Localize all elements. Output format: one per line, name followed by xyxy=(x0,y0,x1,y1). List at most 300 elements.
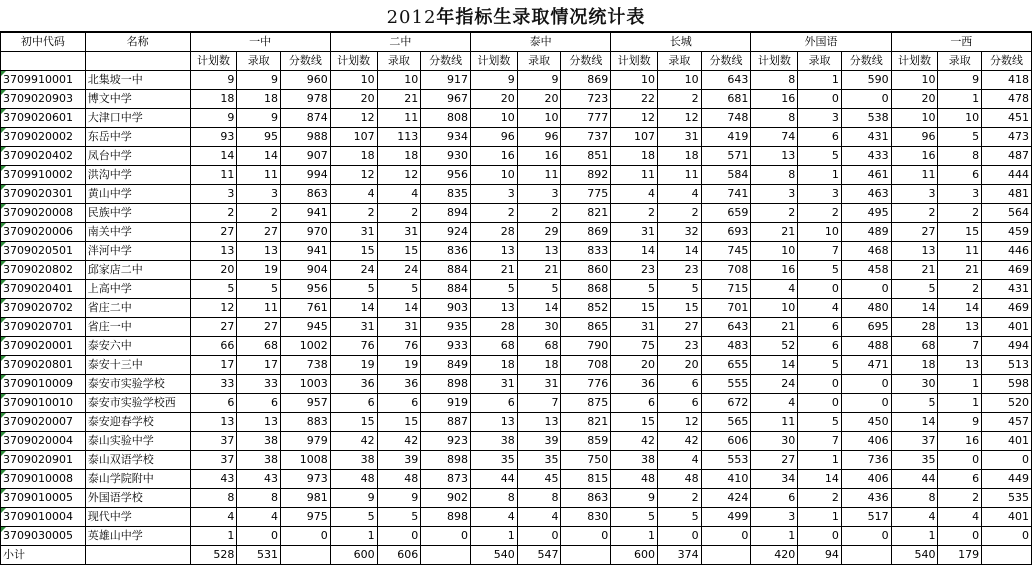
value-cell[interactable]: 17 xyxy=(190,356,237,375)
value-cell[interactable]: 1 xyxy=(470,527,517,546)
value-cell[interactable]: 74 xyxy=(751,128,798,147)
value-cell[interactable]: 883 xyxy=(281,413,331,432)
school-code-cell[interactable]: 3709010010 xyxy=(1,394,86,413)
value-cell[interactable]: 821 xyxy=(561,204,611,223)
value-cell[interactable]: 10 xyxy=(751,242,798,261)
value-cell[interactable]: 21 xyxy=(470,261,517,280)
value-cell[interactable]: 1 xyxy=(330,527,377,546)
value-cell[interactable]: 48 xyxy=(330,470,377,489)
value-cell[interactable]: 20 xyxy=(658,356,702,375)
value-cell[interactable]: 7 xyxy=(798,432,842,451)
value-cell[interactable]: 18 xyxy=(377,147,421,166)
value-cell[interactable]: 32 xyxy=(658,223,702,242)
school-code-cell[interactable]: 3709020301 xyxy=(1,185,86,204)
value-cell[interactable]: 10 xyxy=(611,71,658,90)
value-cell[interactable]: 0 xyxy=(841,375,891,394)
school-name-cell[interactable]: 泰安迎春学校 xyxy=(85,413,190,432)
subtotal-value[interactable]: 374 xyxy=(658,546,702,565)
value-cell[interactable]: 52 xyxy=(751,337,798,356)
value-cell[interactable]: 874 xyxy=(281,109,331,128)
value-cell[interactable]: 43 xyxy=(237,470,281,489)
subtotal-value[interactable]: 94 xyxy=(798,546,842,565)
value-cell[interactable]: 5 xyxy=(330,508,377,527)
subtotal-value[interactable]: 540 xyxy=(470,546,517,565)
value-cell[interactable]: 27 xyxy=(190,223,237,242)
header-field[interactable]: 分数线 xyxy=(561,52,611,71)
value-cell[interactable]: 9 xyxy=(330,489,377,508)
school-code-cell[interactable]: 3709010008 xyxy=(1,470,86,489)
header-field[interactable]: 分数线 xyxy=(281,52,331,71)
value-cell[interactable]: 11 xyxy=(237,166,281,185)
school-name-cell[interactable]: 泮河中学 xyxy=(85,242,190,261)
value-cell[interactable]: 2 xyxy=(798,204,842,223)
value-cell[interactable]: 892 xyxy=(561,166,611,185)
value-cell[interactable]: 42 xyxy=(611,432,658,451)
value-cell[interactable]: 24 xyxy=(330,261,377,280)
value-cell[interactable]: 4 xyxy=(658,185,702,204)
value-cell[interactable]: 11 xyxy=(658,166,702,185)
value-cell[interactable]: 1 xyxy=(190,527,237,546)
value-cell[interactable]: 418 xyxy=(982,71,1032,90)
value-cell[interactable]: 0 xyxy=(841,90,891,109)
value-cell[interactable]: 431 xyxy=(982,280,1032,299)
value-cell[interactable]: 10 xyxy=(330,71,377,90)
value-cell[interactable]: 15 xyxy=(938,223,982,242)
value-cell[interactable]: 4 xyxy=(377,185,421,204)
value-cell[interactable]: 20 xyxy=(611,356,658,375)
school-code-cell[interactable]: 3709020401 xyxy=(1,280,86,299)
value-cell[interactable]: 555 xyxy=(701,375,751,394)
value-cell[interactable]: 38 xyxy=(237,451,281,470)
value-cell[interactable]: 16 xyxy=(891,147,938,166)
value-cell[interactable]: 14 xyxy=(237,147,281,166)
value-cell[interactable]: 44 xyxy=(470,470,517,489)
school-code-cell[interactable]: 3709020903 xyxy=(1,90,86,109)
value-cell[interactable]: 37 xyxy=(190,451,237,470)
value-cell[interactable]: 981 xyxy=(281,489,331,508)
value-cell[interactable]: 406 xyxy=(841,470,891,489)
value-cell[interactable]: 2 xyxy=(891,204,938,223)
value-cell[interactable]: 7 xyxy=(938,337,982,356)
value-cell[interactable]: 8 xyxy=(891,489,938,508)
value-cell[interactable]: 898 xyxy=(421,375,471,394)
value-cell[interactable]: 945 xyxy=(281,318,331,337)
value-cell[interactable]: 457 xyxy=(982,413,1032,432)
value-cell[interactable]: 12 xyxy=(658,109,702,128)
value-cell[interactable]: 14 xyxy=(891,413,938,432)
value-cell[interactable]: 0 xyxy=(798,90,842,109)
value-cell[interactable]: 5 xyxy=(798,413,842,432)
value-cell[interactable]: 42 xyxy=(377,432,421,451)
value-cell[interactable]: 4 xyxy=(517,508,561,527)
value-cell[interactable]: 863 xyxy=(561,489,611,508)
value-cell[interactable]: 468 xyxy=(841,242,891,261)
value-cell[interactable]: 27 xyxy=(891,223,938,242)
value-cell[interactable]: 0 xyxy=(982,451,1032,470)
value-cell[interactable]: 48 xyxy=(658,470,702,489)
value-cell[interactable]: 0 xyxy=(377,527,421,546)
value-cell[interactable]: 36 xyxy=(377,375,421,394)
value-cell[interactable]: 107 xyxy=(611,128,658,147)
school-code-cell[interactable]: 3709020802 xyxy=(1,261,86,280)
value-cell[interactable]: 898 xyxy=(421,451,471,470)
value-cell[interactable]: 868 xyxy=(561,280,611,299)
value-cell[interactable]: 6 xyxy=(377,394,421,413)
value-cell[interactable]: 904 xyxy=(281,261,331,280)
school-code-cell[interactable]: 3709020402 xyxy=(1,147,86,166)
header-field[interactable]: 录取 xyxy=(237,52,281,71)
value-cell[interactable]: 776 xyxy=(561,375,611,394)
value-cell[interactable]: 0 xyxy=(517,527,561,546)
header-school[interactable]: 一西 xyxy=(891,33,1031,52)
value-cell[interactable]: 21 xyxy=(891,261,938,280)
value-cell[interactable]: 6 xyxy=(798,128,842,147)
value-cell[interactable]: 20 xyxy=(190,261,237,280)
value-cell[interactable]: 401 xyxy=(982,318,1032,337)
value-cell[interactable]: 723 xyxy=(561,90,611,109)
value-cell[interactable]: 12 xyxy=(611,109,658,128)
school-code-cell[interactable]: 3709030005 xyxy=(1,527,86,546)
value-cell[interactable]: 761 xyxy=(281,299,331,318)
value-cell[interactable]: 6 xyxy=(330,394,377,413)
value-cell[interactable]: 20 xyxy=(517,90,561,109)
value-cell[interactable]: 517 xyxy=(841,508,891,527)
value-cell[interactable]: 471 xyxy=(841,356,891,375)
value-cell[interactable]: 973 xyxy=(281,470,331,489)
value-cell[interactable]: 20 xyxy=(891,90,938,109)
value-cell[interactable]: 0 xyxy=(938,527,982,546)
value-cell[interactable]: 36 xyxy=(330,375,377,394)
value-cell[interactable]: 18 xyxy=(517,356,561,375)
subtotal-value[interactable]: 531 xyxy=(237,546,281,565)
value-cell[interactable]: 790 xyxy=(561,337,611,356)
header-code[interactable]: 初中代码 xyxy=(1,33,86,52)
value-cell[interactable]: 16 xyxy=(517,147,561,166)
blank-cell[interactable] xyxy=(85,546,190,565)
value-cell[interactable]: 553 xyxy=(701,451,751,470)
subtotal-value[interactable]: 179 xyxy=(938,546,982,565)
header-school[interactable]: 外国语 xyxy=(751,33,891,52)
value-cell[interactable]: 9 xyxy=(517,71,561,90)
value-cell[interactable]: 15 xyxy=(330,413,377,432)
value-cell[interactable]: 0 xyxy=(841,394,891,413)
value-cell[interactable]: 2 xyxy=(938,280,982,299)
school-name-cell[interactable]: 大津口中学 xyxy=(85,109,190,128)
value-cell[interactable]: 8 xyxy=(190,489,237,508)
value-cell[interactable]: 48 xyxy=(377,470,421,489)
value-cell[interactable]: 31 xyxy=(330,223,377,242)
value-cell[interactable]: 6 xyxy=(798,337,842,356)
value-cell[interactable]: 20 xyxy=(330,90,377,109)
value-cell[interactable]: 6 xyxy=(237,394,281,413)
value-cell[interactable]: 16 xyxy=(470,147,517,166)
value-cell[interactable]: 13 xyxy=(470,413,517,432)
value-cell[interactable]: 655 xyxy=(701,356,751,375)
value-cell[interactable]: 113 xyxy=(377,128,421,147)
value-cell[interactable]: 15 xyxy=(377,242,421,261)
school-code-cell[interactable]: 3709010009 xyxy=(1,375,86,394)
header-school[interactable]: 长城 xyxy=(611,33,751,52)
school-name-cell[interactable]: 泰山实验中学 xyxy=(85,432,190,451)
value-cell[interactable]: 8 xyxy=(517,489,561,508)
value-cell[interactable]: 1 xyxy=(751,527,798,546)
value-cell[interactable]: 4 xyxy=(658,451,702,470)
value-cell[interactable]: 436 xyxy=(841,489,891,508)
value-cell[interactable]: 12 xyxy=(658,413,702,432)
value-cell[interactable]: 5 xyxy=(938,128,982,147)
value-cell[interactable]: 4 xyxy=(330,185,377,204)
value-cell[interactable]: 469 xyxy=(982,261,1032,280)
value-cell[interactable]: 37 xyxy=(891,432,938,451)
value-cell[interactable]: 10 xyxy=(658,71,702,90)
header-field[interactable]: 分数线 xyxy=(701,52,751,71)
value-cell[interactable]: 446 xyxy=(982,242,1032,261)
value-cell[interactable]: 14 xyxy=(517,299,561,318)
value-cell[interactable]: 2 xyxy=(658,90,702,109)
value-cell[interactable]: 643 xyxy=(701,71,751,90)
school-name-cell[interactable]: 黄山中学 xyxy=(85,185,190,204)
value-cell[interactable]: 68 xyxy=(470,337,517,356)
value-cell[interactable]: 18 xyxy=(611,147,658,166)
value-cell[interactable]: 9 xyxy=(377,489,421,508)
value-cell[interactable]: 76 xyxy=(330,337,377,356)
value-cell[interactable]: 869 xyxy=(561,71,611,90)
value-cell[interactable]: 815 xyxy=(561,470,611,489)
school-code-cell[interactable]: 3709020702 xyxy=(1,299,86,318)
school-code-cell[interactable]: 3709020008 xyxy=(1,204,86,223)
value-cell[interactable]: 4 xyxy=(798,299,842,318)
value-cell[interactable]: 598 xyxy=(982,375,1032,394)
value-cell[interactable]: 659 xyxy=(701,204,751,223)
value-cell[interactable]: 75 xyxy=(611,337,658,356)
value-cell[interactable]: 42 xyxy=(330,432,377,451)
value-cell[interactable]: 13 xyxy=(938,356,982,375)
value-cell[interactable]: 894 xyxy=(421,204,471,223)
value-cell[interactable]: 13 xyxy=(190,413,237,432)
value-cell[interactable]: 0 xyxy=(982,527,1032,546)
value-cell[interactable]: 859 xyxy=(561,432,611,451)
value-cell[interactable]: 469 xyxy=(982,299,1032,318)
value-cell[interactable]: 979 xyxy=(281,432,331,451)
value-cell[interactable]: 0 xyxy=(421,527,471,546)
subtotal-value[interactable]: 420 xyxy=(751,546,798,565)
value-cell[interactable]: 934 xyxy=(421,128,471,147)
school-code-cell[interactable]: 3709020002 xyxy=(1,128,86,147)
value-cell[interactable]: 42 xyxy=(658,432,702,451)
value-cell[interactable]: 513 xyxy=(982,356,1032,375)
value-cell[interactable]: 431 xyxy=(841,128,891,147)
value-cell[interactable]: 865 xyxy=(561,318,611,337)
value-cell[interactable]: 21 xyxy=(751,318,798,337)
value-cell[interactable]: 5 xyxy=(470,280,517,299)
value-cell[interactable]: 27 xyxy=(237,223,281,242)
value-cell[interactable]: 2 xyxy=(237,204,281,223)
value-cell[interactable]: 701 xyxy=(701,299,751,318)
value-cell[interactable]: 745 xyxy=(701,242,751,261)
value-cell[interactable]: 18 xyxy=(658,147,702,166)
value-cell[interactable]: 0 xyxy=(798,527,842,546)
value-cell[interactable]: 0 xyxy=(701,527,751,546)
value-cell[interactable]: 499 xyxy=(701,508,751,527)
value-cell[interactable]: 459 xyxy=(982,223,1032,242)
value-cell[interactable]: 5 xyxy=(517,280,561,299)
value-cell[interactable]: 401 xyxy=(982,508,1032,527)
value-cell[interactable]: 8 xyxy=(938,147,982,166)
value-cell[interactable]: 970 xyxy=(281,223,331,242)
value-cell[interactable]: 480 xyxy=(841,299,891,318)
value-cell[interactable]: 4 xyxy=(891,508,938,527)
value-cell[interactable]: 12 xyxy=(330,109,377,128)
school-name-cell[interactable]: 泰山双语学校 xyxy=(85,451,190,470)
value-cell[interactable]: 5 xyxy=(377,508,421,527)
value-cell[interactable]: 13 xyxy=(751,147,798,166)
value-cell[interactable]: 14 xyxy=(891,299,938,318)
value-cell[interactable]: 3 xyxy=(470,185,517,204)
value-cell[interactable]: 957 xyxy=(281,394,331,413)
subtotal-value[interactable] xyxy=(281,546,331,565)
value-cell[interactable]: 31 xyxy=(377,318,421,337)
header-field[interactable]: 计划数 xyxy=(190,52,237,71)
value-cell[interactable]: 12 xyxy=(377,166,421,185)
value-cell[interactable]: 6 xyxy=(611,394,658,413)
school-name-cell[interactable]: 英雄山中学 xyxy=(85,527,190,546)
value-cell[interactable]: 11 xyxy=(611,166,658,185)
value-cell[interactable]: 15 xyxy=(611,413,658,432)
header-blank-cell[interactable] xyxy=(85,52,190,71)
school-name-cell[interactable]: 上高中学 xyxy=(85,280,190,299)
school-name-cell[interactable]: 泰安市实验学校西 xyxy=(85,394,190,413)
value-cell[interactable]: 923 xyxy=(421,432,471,451)
value-cell[interactable]: 13 xyxy=(938,318,982,337)
value-cell[interactable]: 6 xyxy=(190,394,237,413)
value-cell[interactable]: 3 xyxy=(891,185,938,204)
value-cell[interactable]: 13 xyxy=(470,242,517,261)
value-cell[interactable]: 11 xyxy=(891,166,938,185)
value-cell[interactable]: 1 xyxy=(938,394,982,413)
value-cell[interactable]: 5 xyxy=(891,394,938,413)
school-name-cell[interactable]: 东岳中学 xyxy=(85,128,190,147)
value-cell[interactable]: 935 xyxy=(421,318,471,337)
value-cell[interactable]: 821 xyxy=(561,413,611,432)
value-cell[interactable]: 5 xyxy=(658,508,702,527)
value-cell[interactable]: 6 xyxy=(751,489,798,508)
value-cell[interactable]: 8 xyxy=(751,166,798,185)
header-field[interactable]: 分数线 xyxy=(421,52,471,71)
value-cell[interactable]: 31 xyxy=(377,223,421,242)
value-cell[interactable]: 2 xyxy=(190,204,237,223)
value-cell[interactable]: 489 xyxy=(841,223,891,242)
value-cell[interactable]: 450 xyxy=(841,413,891,432)
header-field[interactable]: 录取 xyxy=(517,52,561,71)
value-cell[interactable]: 48 xyxy=(611,470,658,489)
value-cell[interactable]: 410 xyxy=(701,470,751,489)
value-cell[interactable]: 13 xyxy=(237,413,281,432)
school-name-cell[interactable]: 省庄二中 xyxy=(85,299,190,318)
value-cell[interactable]: 1002 xyxy=(281,337,331,356)
subtotal-value[interactable]: 540 xyxy=(891,546,938,565)
value-cell[interactable]: 12 xyxy=(190,299,237,318)
value-cell[interactable]: 22 xyxy=(611,90,658,109)
value-cell[interactable]: 5 xyxy=(611,280,658,299)
value-cell[interactable]: 873 xyxy=(421,470,471,489)
value-cell[interactable]: 737 xyxy=(561,128,611,147)
value-cell[interactable]: 473 xyxy=(982,128,1032,147)
header-school[interactable]: 一中 xyxy=(190,33,330,52)
value-cell[interactable]: 748 xyxy=(701,109,751,128)
subtotal-value[interactable] xyxy=(561,546,611,565)
value-cell[interactable]: 4 xyxy=(470,508,517,527)
value-cell[interactable]: 9 xyxy=(190,71,237,90)
value-cell[interactable]: 17 xyxy=(237,356,281,375)
school-code-cell[interactable]: 3709910001 xyxy=(1,71,86,90)
value-cell[interactable]: 3 xyxy=(190,185,237,204)
value-cell[interactable]: 860 xyxy=(561,261,611,280)
subtotal-label[interactable]: 小计 xyxy=(1,546,86,565)
value-cell[interactable]: 68 xyxy=(517,337,561,356)
header-field[interactable]: 分数线 xyxy=(841,52,891,71)
value-cell[interactable]: 3 xyxy=(751,185,798,204)
value-cell[interactable]: 564 xyxy=(982,204,1032,223)
value-cell[interactable]: 419 xyxy=(701,128,751,147)
value-cell[interactable]: 96 xyxy=(891,128,938,147)
value-cell[interactable]: 6 xyxy=(938,166,982,185)
value-cell[interactable]: 1008 xyxy=(281,451,331,470)
value-cell[interactable]: 10 xyxy=(891,71,938,90)
value-cell[interactable]: 449 xyxy=(982,470,1032,489)
header-field[interactable]: 分数线 xyxy=(982,52,1032,71)
value-cell[interactable]: 93 xyxy=(190,128,237,147)
value-cell[interactable]: 39 xyxy=(377,451,421,470)
value-cell[interactable]: 6 xyxy=(658,394,702,413)
value-cell[interactable]: 643 xyxy=(701,318,751,337)
value-cell[interactable]: 21 xyxy=(751,223,798,242)
value-cell[interactable]: 708 xyxy=(561,356,611,375)
value-cell[interactable]: 833 xyxy=(561,242,611,261)
school-code-cell[interactable]: 3709020501 xyxy=(1,242,86,261)
value-cell[interactable]: 14 xyxy=(798,470,842,489)
value-cell[interactable]: 1 xyxy=(798,508,842,527)
value-cell[interactable]: 8 xyxy=(470,489,517,508)
value-cell[interactable]: 930 xyxy=(421,147,471,166)
value-cell[interactable]: 10 xyxy=(517,109,561,128)
value-cell[interactable]: 458 xyxy=(841,261,891,280)
subtotal-value[interactable]: 528 xyxy=(190,546,237,565)
value-cell[interactable]: 708 xyxy=(701,261,751,280)
value-cell[interactable]: 494 xyxy=(982,337,1032,356)
value-cell[interactable]: 902 xyxy=(421,489,471,508)
value-cell[interactable]: 1 xyxy=(611,527,658,546)
value-cell[interactable]: 43 xyxy=(190,470,237,489)
value-cell[interactable]: 988 xyxy=(281,128,331,147)
value-cell[interactable]: 21 xyxy=(377,90,421,109)
value-cell[interactable]: 38 xyxy=(330,451,377,470)
value-cell[interactable]: 2 xyxy=(611,204,658,223)
value-cell[interactable]: 9 xyxy=(611,489,658,508)
value-cell[interactable]: 27 xyxy=(237,318,281,337)
school-code-cell[interactable]: 3709020006 xyxy=(1,223,86,242)
value-cell[interactable]: 2 xyxy=(470,204,517,223)
value-cell[interactable]: 884 xyxy=(421,261,471,280)
value-cell[interactable]: 45 xyxy=(517,470,561,489)
value-cell[interactable]: 33 xyxy=(237,375,281,394)
value-cell[interactable]: 3 xyxy=(237,185,281,204)
value-cell[interactable]: 1 xyxy=(891,527,938,546)
school-code-cell[interactable]: 3709020801 xyxy=(1,356,86,375)
value-cell[interactable]: 38 xyxy=(611,451,658,470)
value-cell[interactable]: 495 xyxy=(841,204,891,223)
header-field[interactable]: 计划数 xyxy=(470,52,517,71)
value-cell[interactable]: 875 xyxy=(561,394,611,413)
